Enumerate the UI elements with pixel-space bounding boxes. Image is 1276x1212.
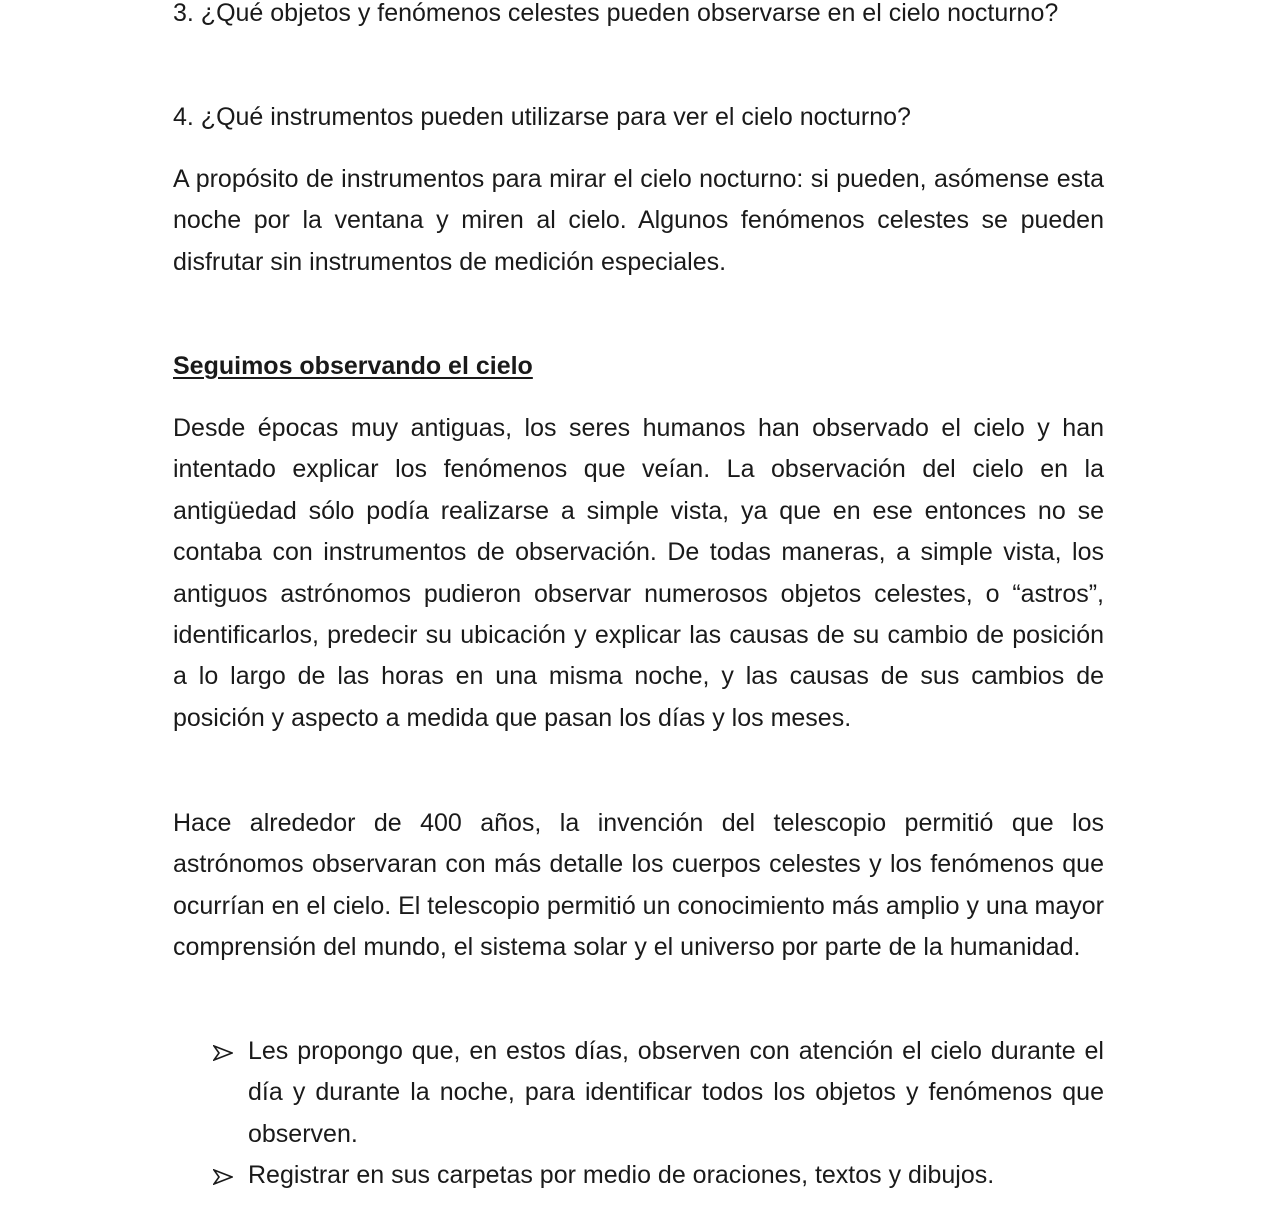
list-item-text: Les propongo que, en estos días, observen con atención el cielo durante el día y durante la noche, para identificar todos los objetos y fenómenos que observen. xyxy=(248,1037,1104,1148)
section-heading: Seguimos observando el cielo xyxy=(173,352,533,380)
history-paragraph: Desde épocas muy antiguas, los seres humanos han observado el cielo y han intentado explicar los fenómenos que veían. La observación del cielo en la antigüedad sólo podía realizarse a simple vista, ya que en ese entonces no se contaba con instrumentos de observación. De todas maneras, a simple vista, los antiguos astrónomos pudieron observar numerosos objetos celestes, o “astros”, identificarlos, predecir su ubicación y explicar las causas de su cambio de posición a lo largo de las horas en una misma noche, y las causas de sus cambios de posición y aspecto a medida que pasan los días y los meses. xyxy=(173,414,1104,732)
instruments-note-paragraph: A propósito de instrumentos para mirar el cielo nocturno: si pueden, asómense esta noche por la ventana y miren al cielo. Algunos fenómenos celestes se pueden disfrutar sin instrumentos de medición especiales. xyxy=(173,165,1104,276)
arrowhead-bullet-icon xyxy=(213,1045,233,1061)
list-item xyxy=(173,1155,1104,1196)
task-list xyxy=(173,1031,1104,1197)
telescope-paragraph: Hace alrededor de 400 años, la invención del telescopio permitió que los astrónomos observaran con más detalle los cuerpos celestes y los fenómenos que ocurrían en el cielo. El telescopio permitió un conocimiento más amplio y una mayor comprensión del mundo, el sistema solar y el universo por parte de la humanidad. xyxy=(173,809,1105,962)
list-item xyxy=(173,1031,1104,1155)
list-item-text: Registrar en sus carpetas por medio de oraciones, textos y dibujos. xyxy=(248,1161,995,1190)
arrowhead-bullet-icon xyxy=(213,1169,233,1185)
question-3: 3. ¿Qué objetos y fenómenos celestes pueden observarse en el cielo nocturno? xyxy=(173,0,1059,27)
question-4: 4. ¿Qué instrumentos pueden utilizarse para ver el cielo nocturno? xyxy=(173,103,911,131)
